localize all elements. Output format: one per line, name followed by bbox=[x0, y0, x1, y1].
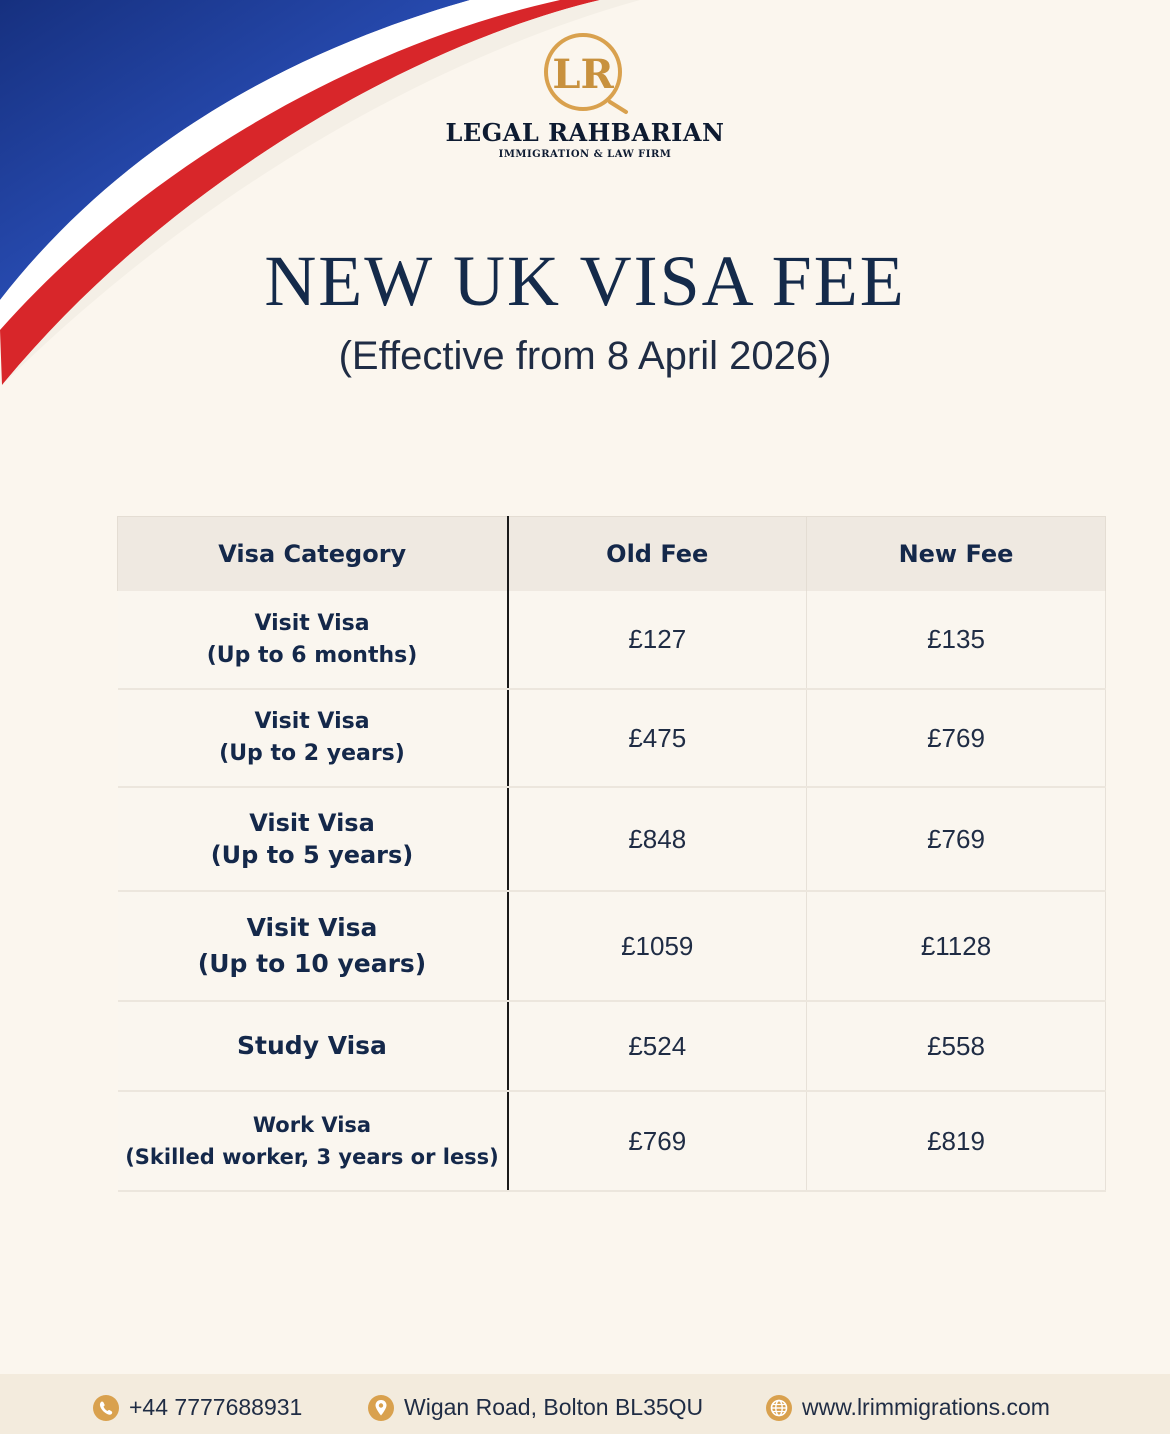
category-name: Visit Visa bbox=[249, 809, 375, 837]
category-detail: (Up to 2 years) bbox=[219, 741, 405, 766]
header-visa-category: Visa Category bbox=[118, 517, 508, 592]
phone-number: +44 7777688931 bbox=[129, 1394, 303, 1420]
table-row bbox=[118, 591, 1106, 689]
table-row bbox=[118, 1001, 1106, 1091]
monogram-emblem bbox=[540, 30, 630, 116]
page-subtitle: (Effective from 8 April 2026) bbox=[338, 334, 832, 378]
category-name: Work Visa bbox=[252, 1113, 372, 1137]
header-old-fee: Old Fee bbox=[508, 517, 807, 592]
old-fee-cell: £127 bbox=[508, 591, 807, 689]
old-fee-cell: £848 bbox=[508, 787, 807, 891]
category-cell bbox=[118, 787, 508, 891]
new-fee-cell: £135 bbox=[807, 591, 1106, 689]
table-header-row bbox=[118, 517, 1106, 592]
category-name: Study Visa bbox=[237, 1031, 387, 1060]
address-text: Wigan Road, Bolton BL35QU bbox=[404, 1394, 704, 1420]
old-fee-cell: £769 bbox=[508, 1091, 807, 1191]
page-title: NEW UK VISA FEE bbox=[264, 241, 906, 321]
brand-logo bbox=[0, 30, 1170, 160]
category-cell bbox=[118, 1091, 508, 1191]
monogram-text: LR bbox=[552, 51, 614, 98]
category-cell bbox=[118, 1001, 508, 1091]
category-detail: (Up to 6 months) bbox=[206, 642, 418, 668]
firm-name: LEGAL RAHBARIAN bbox=[445, 118, 725, 147]
old-fee-cell: £1059 bbox=[508, 891, 807, 1001]
table-row bbox=[118, 787, 1106, 891]
new-fee-cell: £558 bbox=[807, 1001, 1106, 1091]
new-fee-cell: £819 bbox=[807, 1091, 1106, 1191]
category-cell bbox=[118, 591, 508, 689]
visa-fee-table bbox=[117, 516, 1106, 1192]
location-pin-icon bbox=[368, 1395, 394, 1421]
category-name: Visit Visa bbox=[254, 709, 370, 734]
address-contact[interactable] bbox=[368, 1394, 703, 1421]
category-name: Visit Visa bbox=[246, 913, 378, 942]
table-row bbox=[118, 1091, 1106, 1191]
header-new-fee: New Fee bbox=[807, 517, 1106, 592]
contact-footer bbox=[0, 1374, 1170, 1434]
phone-contact[interactable] bbox=[93, 1394, 302, 1421]
new-fee-cell: £769 bbox=[807, 689, 1106, 787]
table-row bbox=[118, 891, 1106, 1001]
category-detail: (Up to 5 years) bbox=[210, 841, 414, 869]
website-contact[interactable] bbox=[766, 1394, 1050, 1421]
category-detail: (Skilled worker, 3 years or less) bbox=[125, 1145, 499, 1169]
phone-icon bbox=[93, 1395, 119, 1421]
category-cell bbox=[118, 689, 508, 787]
category-detail: (Up to 10 years) bbox=[197, 949, 427, 978]
globe-icon bbox=[766, 1395, 792, 1421]
new-fee-cell: £769 bbox=[807, 787, 1106, 891]
website-link[interactable]: www.lrimmigrations.com bbox=[802, 1394, 1050, 1420]
old-fee-cell: £475 bbox=[508, 689, 807, 787]
old-fee-cell: £524 bbox=[508, 1001, 807, 1091]
category-name: Visit Visa bbox=[254, 610, 370, 636]
category-cell bbox=[118, 891, 508, 1001]
firm-tagline: IMMIGRATION & LAW FIRM bbox=[498, 149, 672, 160]
new-fee-cell: £1128 bbox=[807, 891, 1106, 1001]
table-row bbox=[118, 689, 1106, 787]
